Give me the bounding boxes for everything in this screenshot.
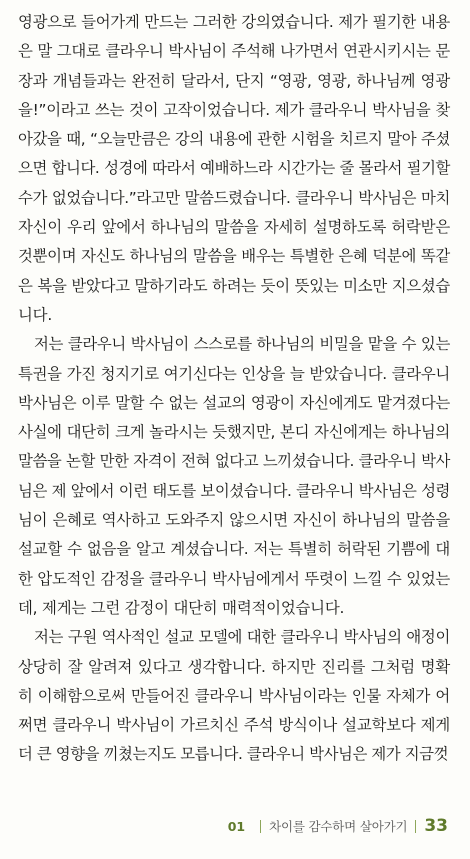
text-line: 저는 구원 역사적인 설교 모델에 대한 클라우니 박사님의 애정이 — [34, 628, 450, 647]
text-line: 한 압도적인 감정을 클라우니 박사님에게서 뚜렷이 느낄 수 있었는 — [18, 569, 450, 588]
text-line: 영광으로 들어가게 만드는 그러한 강의였습니다. 제가 필기한 내용 — [18, 13, 450, 31]
text-line: 자신이 우리 앞에서 하나님의 말씀을 자세히 설명하도록 허락받은 — [18, 218, 450, 237]
text-line: 을!”이라고 쓰는 것이 고작이었습니다. 제가 클라우니 박사님을 찾 — [18, 100, 450, 119]
paragraph — [18, 8, 450, 330]
text-line: 더 큰 영향을 끼쳤는지도 모릅니다. 클라우니 박사님은 제가 지금껏 — [18, 745, 449, 764]
body-text — [18, 8, 450, 770]
paragraph — [18, 623, 450, 769]
text-line: 데, 제게는 그런 감정이 대단히 매력적이었습니다. — [18, 598, 345, 617]
paragraph — [18, 330, 450, 623]
text-line: 아갔을 때, “오늘만큼은 강의 내용에 관한 시험을 치르지 말아 주셨 — [18, 130, 450, 149]
text-line: 저는 클라우니 박사님이 스스로를 하나님의 비밀을 맡을 수 있는 — [34, 335, 450, 354]
text-line: 님이 은혜로 역사하고 도와주지 않으시면 자신이 하나님의 말씀을 — [18, 511, 450, 530]
page-number: 33 — [424, 816, 448, 836]
footer-divider — [260, 820, 261, 833]
text-line: 은 복을 받았다고 말하기라도 하려는 듯이 뜻있는 미소만 지으셨습 — [18, 276, 450, 295]
text-line: 은 말 그대로 클라우니 박사님이 주석해 나가면서 연관시키시는 문 — [18, 42, 450, 61]
text-line: 쩌면 클라우니 박사님이 가르치신 주석 방식이나 설교학보다 제게 — [18, 716, 450, 735]
text-line: 님은 제 앞에서 이런 태도를 보이셨습니다. 클라우니 박사님은 성령 — [18, 481, 450, 500]
text-line: 사실에 대단히 크게 놀라시는 듯했지만, 본디 자신에게는 하나님의 — [18, 423, 450, 442]
text-line: 히 이해함으로써 만들어진 클라우니 박사님이라는 인물 자체가 어 — [18, 686, 450, 705]
chapter-number: 01 — [227, 818, 246, 834]
text-line: 장과 개념들과는 완전히 달라서, 단지 “영광, 영광, 하나님께 영광 — [18, 71, 450, 90]
text-line: 특권을 가진 청지기로 여기신다는 인상을 늘 받았습니다. 클라우니 — [18, 364, 450, 383]
text-line: 설교할 수 없음을 알고 계셨습니다. 저는 특별히 허락된 기쁨에 대 — [18, 540, 450, 559]
text-line: 수가 없었습니다.”라고만 말씀드렸습니다. 클라우니 박사님은 마치 — [18, 188, 450, 207]
chapter-title: 차이를 감수하며 살아가기 — [269, 819, 408, 834]
footer-divider — [415, 820, 416, 833]
text-line: 박사님은 이루 말할 수 없는 설교의 영광이 자신에게도 맡겨졌다는 — [18, 393, 450, 412]
page-footer — [228, 814, 448, 838]
text-line: 니다. — [18, 305, 53, 324]
text-line: 것뿐이며 자신도 하나님의 말씀을 배우는 특별한 은혜 덕분에 똑같 — [18, 247, 450, 266]
text-line: 상당히 잘 알려져 있다고 생각합니다. 하지만 진리를 그처럼 명확 — [18, 657, 450, 676]
text-line: 말씀을 논할 만한 자격이 전혀 없다고 느끼셨습니다. 클라우니 박사 — [18, 452, 450, 471]
text-line: 으면 합니다. 성경에 따라서 예배하느라 시간가는 줄 몰라서 필기할 — [18, 159, 450, 178]
